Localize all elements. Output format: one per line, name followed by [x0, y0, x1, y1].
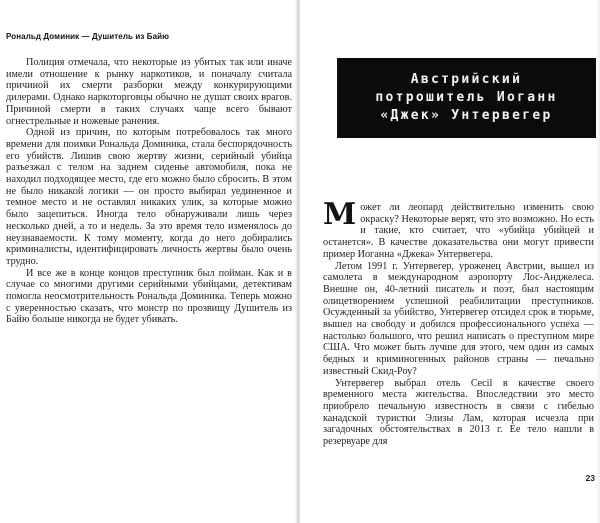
body-paragraph: Полиция отмечала, что некоторые из убитых так или иначе имели отношение к рынку наркотиков, и поначалу считала причиной их смерти разборки между конкурирующими дилерами. Однако наркоторговцы обычно не душат своих врагов. Причиной смерти в таких случаях чаще всего бывают огнестрельные и ножевые ранения.	[6, 57, 292, 127]
chapter-title-line: «Джек» Унтервегер	[380, 108, 553, 123]
chapter-title-box	[337, 58, 596, 138]
body-paragraph-with-dropcap	[323, 197, 594, 261]
body-paragraph: Одной из причин, по которым потребовалось так много времени для поимки Рональда Доминика, стала беспорядочность его убийств. Лишив свою жертву жизни, серийный убийца разъезжал с телом на заднем сиденье автомобиля, пока не находил подходящее место, где его можно было сбросить. В этом не было никакой логики — он просто выбирал уединенное и темное место и не оставлял никаких улик, за которые можно было зацепиться. Иногда тело обнаруживали лишь через несколько дней, а то и недель. За это время тело изменялось до неузнаваемости. К тому моменту, когда до него добирались криминалисты, идентифицировать личность жертвы было очень трудно.	[6, 127, 292, 267]
running-header: Рональд Доминик — Душитель из Байю	[6, 32, 170, 41]
page-edge	[596, 0, 600, 523]
left-page-body	[6, 57, 292, 326]
chapter-title-line: потрошитель Иоганн	[375, 90, 558, 105]
body-paragraph: Летом 1991 г. Унтервегер, уроженец Австрии, вышел из самолета в международном аэропорту Лос-Анджелеса. Внешне он, 40-летний писатель и поэт, был настоящим олицетворением успешной реабилитации преступников. Осужденный за убийство, Унтервегер отсидел срок в тюрьме, вышел на свободу и добился профессионального успеха — настолько большого, что решил написать о преступном мире США. Что может быть лучше для этого, чем один из самых бедных и криминогенных районов страны — печально известный Скид-Роу?	[323, 260, 594, 377]
drop-cap: М	[323, 197, 357, 232]
right-page	[300, 0, 600, 523]
body-paragraph: ожет ли леопард действительно изменить свою окраску? Некоторые верят, что это возможно. Но есть и такие, кто считает, что «убийца убийцей и останется». В качестве доказательства они могут привести пример Иоганна «Джека» Унтервегера.	[323, 202, 594, 260]
body-paragraph: Унтервегер выбрал отель Cecil в качестве своего временного места жительства. Впоследствии это место приобрело печальную известность в связи с гибелью канадской туристки Элизы Лам, которая исчезла при загадочных обстоятельствах в 2013 г. Ее тело нашли в резервуаре для	[323, 377, 594, 448]
right-page-body	[323, 197, 594, 448]
page-number: 23	[585, 473, 595, 483]
left-page	[0, 0, 296, 523]
chapter-title-line: Австрийский	[410, 72, 523, 87]
body-paragraph: И все же в конце концов преступник был пойман. Как и в случае со многими другими серийными убийцами, детективам помогла неосмотрительность Рональда Доминика. Теперь можно с уверенностью сказать, что монстр по прозвищу Душитель из Байю больше никогда не будет убивать.	[6, 267, 292, 326]
